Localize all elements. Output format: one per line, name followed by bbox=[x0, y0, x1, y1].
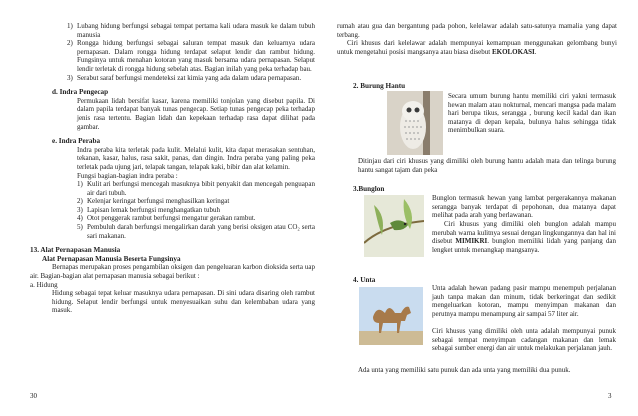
paragraph-hidung: Hidung sebagai tepat keluar masuknya udara pernapasan. Di sini udara disaring oleh rambut hidung. Selaput lendir berfungsi untuk menyesuaikan suhu dan kelembaban udara yang masuk. bbox=[52, 289, 315, 315]
chameleon-image bbox=[364, 195, 424, 257]
list-item: 4) Otot penggerak rambut berfungsi mengatur gerakan rambut. bbox=[77, 214, 256, 223]
list-item: 5) Pembuluh darah berfungsi mengalirkan darah yang berisi oksigen atau CO₂ serta sari makanan. bbox=[77, 223, 315, 240]
term-ekolokasi: EKOLOKASI bbox=[491, 47, 535, 56]
camel-icon bbox=[359, 287, 423, 345]
chameleon-icon bbox=[364, 195, 424, 257]
list-item: 1) Lubang hidung berfungsi sebagai tempat pertama kali udara masuk ke dalam tubuh manusia bbox=[67, 22, 315, 39]
left-column bbox=[30, 22, 315, 315]
heading-alat-pernapasan: 13. Alat Pernapasan Manusia bbox=[30, 246, 121, 255]
list-item: 1) Kulit ari berfungsi mencegah masuknya bibit penyakit dan mencegah penguapan air dari tubuh. bbox=[77, 180, 315, 197]
list-item: 3) Serabut saraf berfungsi mendeteksi zat kimia yang ada dalam udara pernapasan. bbox=[67, 73, 302, 82]
heading-bunglon: 3.Bunglon bbox=[353, 185, 385, 193]
right-column-top bbox=[327, 22, 617, 56]
paragraph-bunglon-ciri: Ciri khusus yang dimiliki oleh bunglon adalah mampu merubah warna kulitnya sesuai dengan lingkungannya dan hal ini disebut MIMIKRI. bunglon memiliki lidah yang panjang dan lengket untuk menangkap mangsanya. bbox=[432, 220, 617, 254]
term-mimikri: MIMIKRI bbox=[455, 237, 488, 246]
camel-image bbox=[359, 287, 423, 345]
subheading-alat-pernapasan: Alat Pernapasan Manusia Beserta Fungsinya bbox=[42, 254, 181, 263]
list-item: 3) Lapisan lemak berfungsi menghangatkan tubuh bbox=[77, 205, 220, 214]
paragraph-burung-hantu-ciri: Ditinjau dari ciri khusus yang dimiliki oleh burung hantu adalah mata dan telinga burung hantu sangat tajam dan peka bbox=[358, 157, 616, 174]
heading-hidung: a. Hidung bbox=[30, 280, 58, 289]
paragraph-unta-ciri: Ciri khusus yang dimiliki oleh unta adalah mempunyai punuk sebagai tempat menyimpan cadangan makanan dan lemak sebagai sumber energi dan air untuk melakukan perjalanan jauh. bbox=[432, 327, 616, 353]
paragraph-unta-punuk: Ada unta yang memiliki satu punuk dan ada unta yang memiliki dua punuk. bbox=[358, 366, 571, 374]
paragraph-pengecap: Permukaan lidah bersifat kasar, karena memiliki tonjolan yang disebut papila. Di dalam papila terdapat banyak tunas pengecap. Setiap tunas pengecap peka terhadap jenis rasa tertentu. Bagian lidah dan kepekaan terhadap rasa dapat dilihat pada gambar. bbox=[77, 96, 315, 131]
nose-function-list bbox=[30, 22, 315, 82]
paragraph-bernapas: Bernapas merupakan proses pengambilan oksigen dan pengeluaran karbon dioksida serta uap air. Bagian-bagian alat pernapasan manusia sebagai berikut : bbox=[30, 263, 315, 281]
list-item: 2) Rongga hidung berfungsi sebagai saluran tempat masuk dan keluarnya udara pernapasan. Dalam rongga hidung terdapat selaput lendir dan rambut hidung. Fungsinya untuk menahan kotoran yang masuk bersama udara pernapasan. Selaput lendir terletak di rongga hidung sebelah atas. Bagian inilah yang peka terhadap bau. bbox=[67, 39, 315, 73]
paragraph-peraba: Indra peraba kita terletak pada kulit. Melalui kulit, kita dapat merasakan sentuhan, tekanan, kasar, halus, rasa sakit, panas, dan dingin. Indra peraba yang paling peka terletak pada ujung jari, telapak tangan, telapak kaki, bibir dan alat kelamin. bbox=[77, 145, 315, 171]
paragraph-kelelawar: rumah atau gua dan bergantung pada pohon, kelelawar adalah satu-satunya mamalia yang dapat terbang. bbox=[337, 22, 617, 39]
heading-indra-pengecap: d. Indra Pengecap bbox=[52, 88, 109, 97]
owl-image bbox=[387, 91, 443, 155]
heading-unta: 4. Unta bbox=[353, 276, 376, 284]
page-number-left: 30 bbox=[30, 392, 37, 400]
heading-burung-hantu: 2. Burung Hantu bbox=[353, 82, 406, 90]
heading-indra-peraba: e. Indra Peraba bbox=[52, 137, 101, 146]
owl-icon bbox=[387, 91, 443, 155]
paragraph-burung-hantu: Secara umum burung hantu memiliki ciri yakni termasuk hewan malam atau nokturnal, mencari mangsa pada malam hari berupa tikus, serangga , burung kecil kadal dan ikan matanya di depan kepala, bulunya halus sehingga tidak menimbulkan suara. bbox=[448, 92, 616, 135]
page-number-right: 3 bbox=[608, 392, 612, 400]
paragraph-unta: Unta adalah hewan padang pasir mampu menempuh perjalanan jauh tanpa makan dan minum, tidak berkeringat dan sedikit mengeluarkan kotoran, mampu menyimpan makanan dan perutnya mampu menampung air sampai 57 liter air. bbox=[432, 284, 616, 318]
list-item: 2) Kelenjar keringat berfungsi menghasilkan keringat bbox=[77, 197, 230, 206]
paragraph-bunglon: Bunglon termasuk hewan yang lambat pergerakannya makanan serangga banyak terdapat di pepohonan, dua matanya dapat melihat pada arah yang berlawanan. bbox=[432, 194, 616, 220]
paragraph-peraba-parts: Fungsi bagian-bagian indra peraba : bbox=[77, 171, 178, 180]
skin-function-list bbox=[30, 180, 315, 240]
paragraph-kelelawar-ciri: Ciri khusus dari kelelawar adalah mempunyai kemampuan menggunakan gelombang bunyi untuk mengetahui posisi mangsanya atau biasa disebut EKOLOKASI. bbox=[337, 39, 617, 56]
